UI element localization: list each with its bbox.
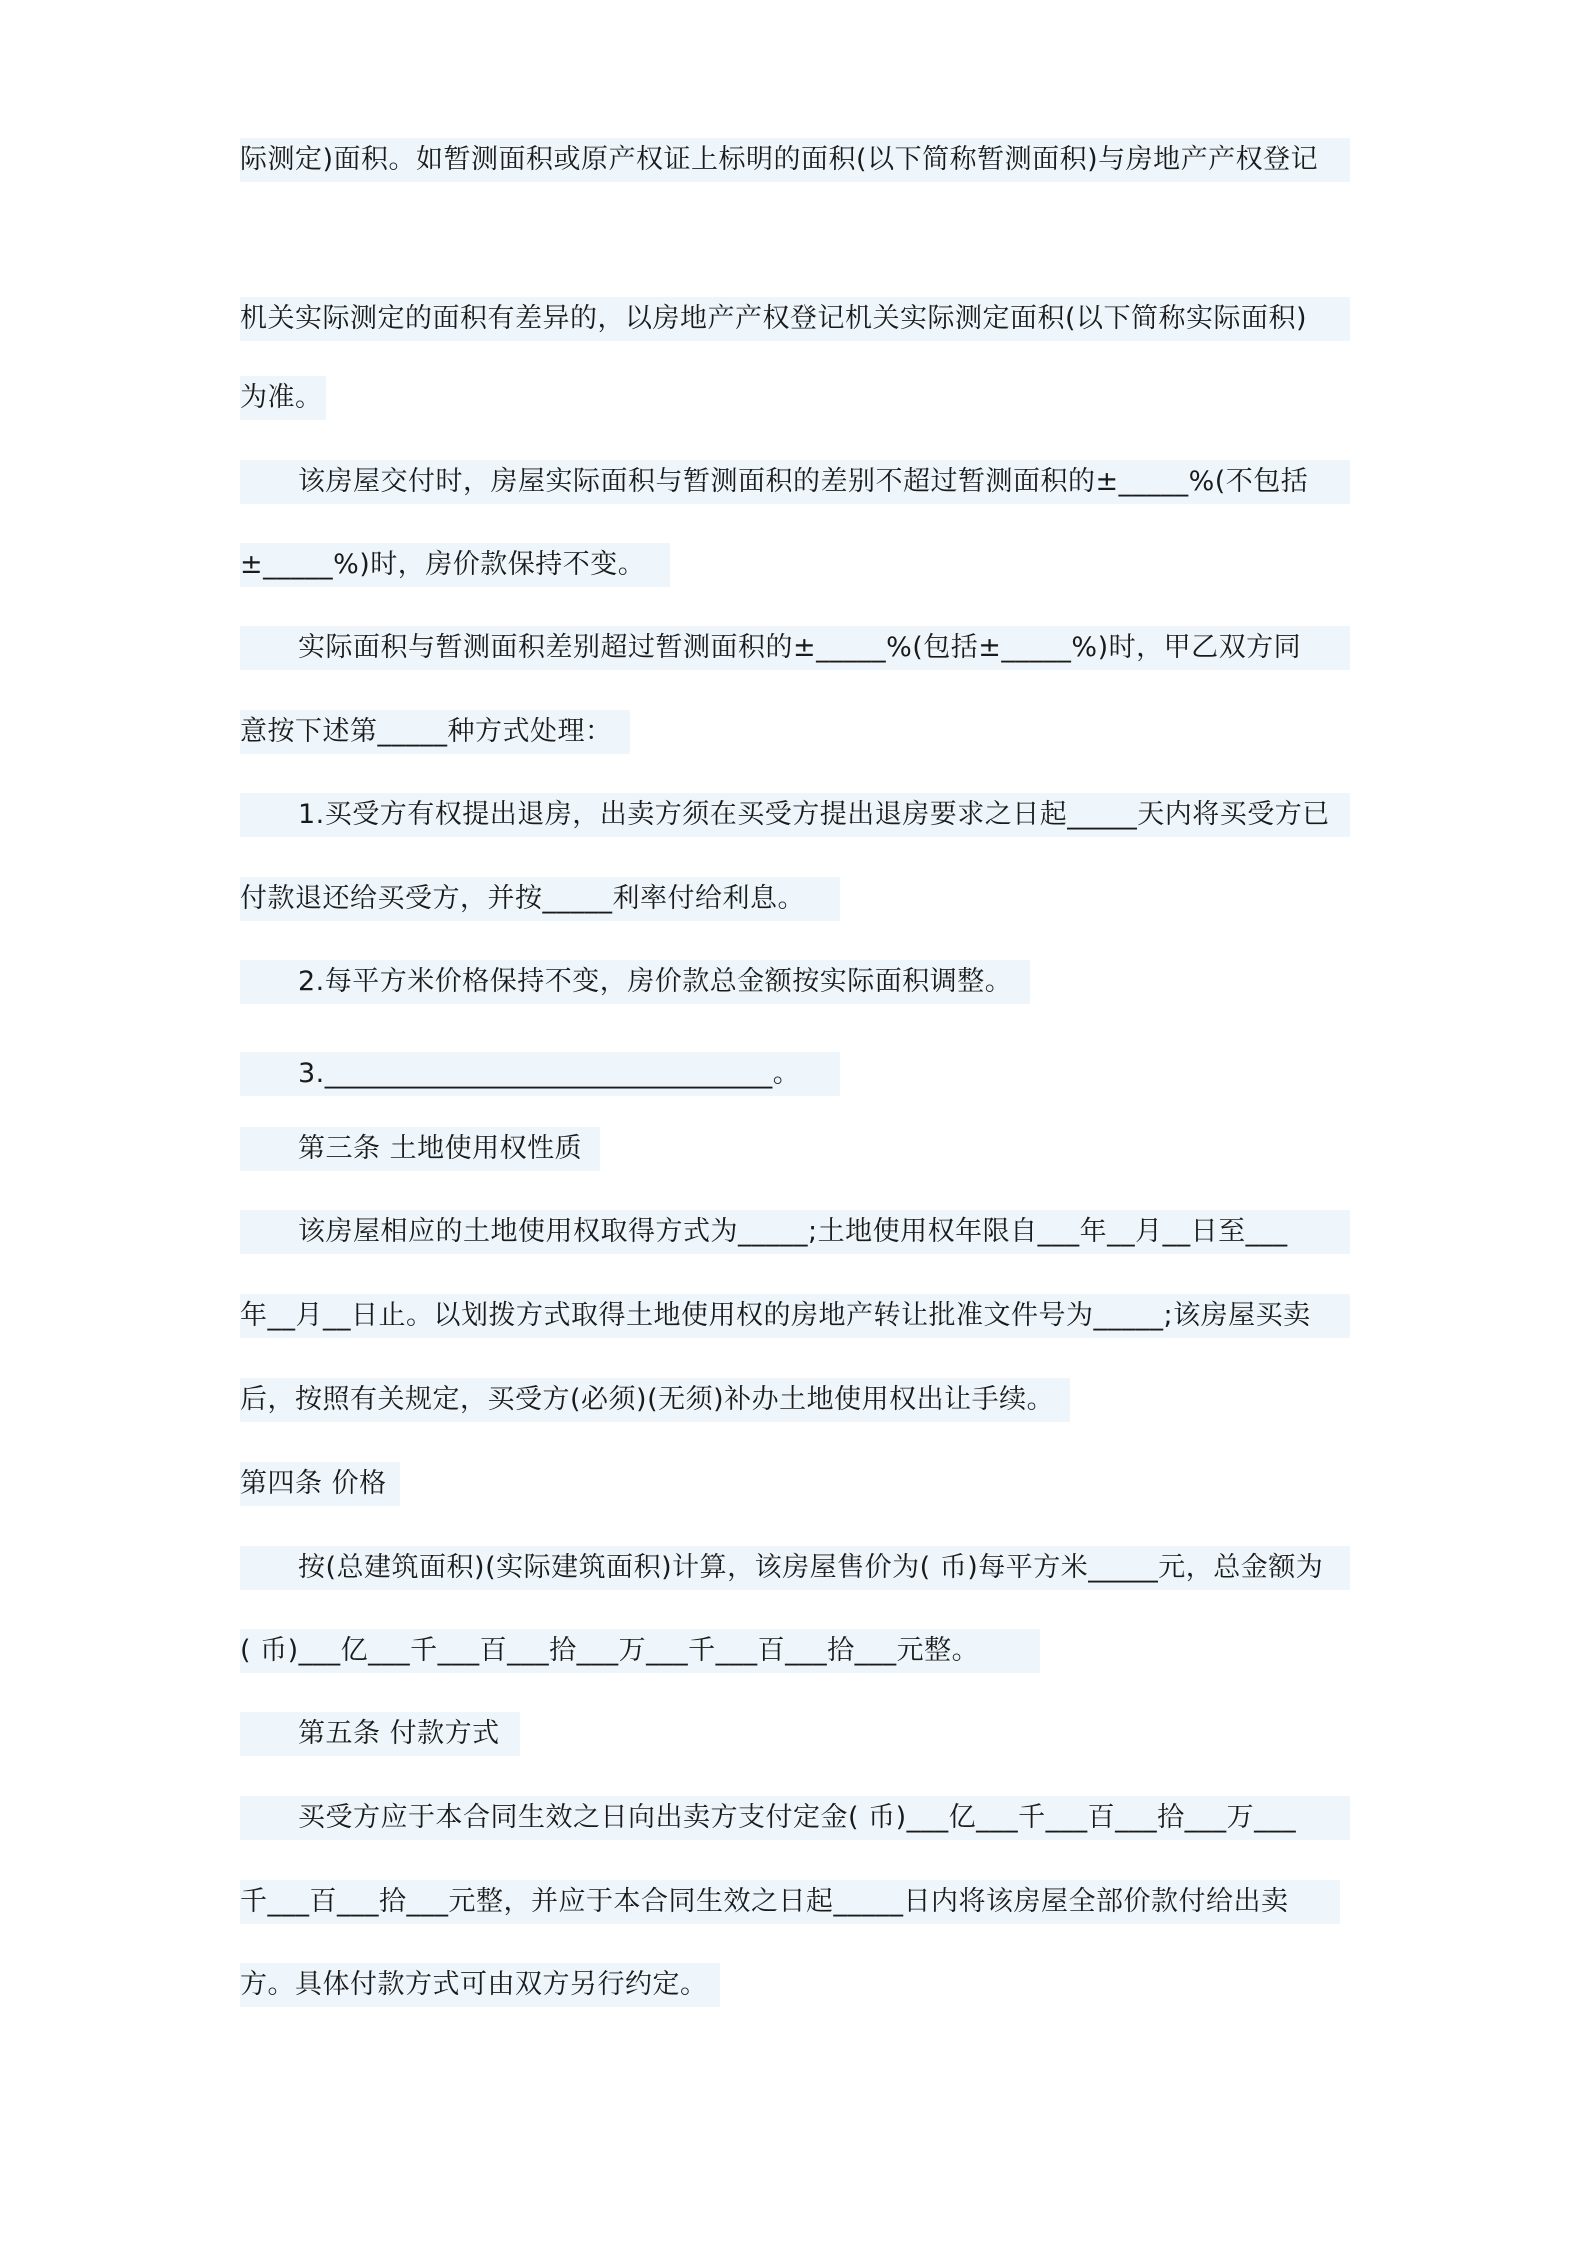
section-heading: 第四条 价格: [240, 1462, 400, 1506]
paragraph-line: 3.________________________________。: [240, 1052, 840, 1096]
paragraph-line: 实际面积与暂测面积差别超过暂测面积的±_____%(包括±_____%)时，甲乙双方同: [240, 626, 1350, 670]
section-heading: 第五条 付款方式: [240, 1712, 520, 1756]
paragraph-line: 该房屋交付时，房屋实际面积与暂测面积的差别不超过暂测面积的±_____%(不包括: [240, 460, 1350, 504]
paragraph-line: 买受方应于本合同生效之日向出卖方支付定金( 币)___亿___千___百___拾___万___: [240, 1796, 1350, 1840]
paragraph-line: 后，按照有关规定，买受方(必须)(无须)补办土地使用权出让手续。: [240, 1378, 1070, 1422]
section-heading: 第三条 土地使用权性质: [240, 1127, 600, 1171]
paragraph-line: ±_____%)时，房价款保持不变。: [240, 543, 670, 587]
paragraph-line: 为准。: [240, 376, 326, 420]
paragraph-line: 1.买受方有权提出退房，出卖方须在买受方提出退房要求之日起_____天内将买受方已: [240, 793, 1350, 837]
paragraph-line: ( 币)___亿___千___百___拾___万___千___百___拾___元整。: [240, 1629, 1040, 1673]
paragraph-line: 际测定)面积。如暂测面积或原产权证上标明的面积(以下简称暂测面积)与房地产产权登记: [240, 138, 1350, 182]
paragraph-line: 千___百___拾___元整，并应于本合同生效之日起_____日内将该房屋全部价款付给出卖: [240, 1880, 1340, 1924]
paragraph-line: 方。具体付款方式可由双方另行约定。: [240, 1963, 720, 2007]
paragraph-line: 机关实际测定的面积有差异的，以房地产产权登记机关实际测定面积(以下简称实际面积): [240, 297, 1350, 341]
paragraph-line: 2.每平方米价格保持不变，房价款总金额按实际面积调整。: [240, 960, 1030, 1004]
paragraph-line: 年__月__日止。以划拨方式取得土地使用权的房地产转让批准文件号为_____;该房屋买卖: [240, 1294, 1350, 1338]
paragraph-line: 该房屋相应的土地使用权取得方式为_____;土地使用权年限自___年__月__日至___: [240, 1210, 1350, 1254]
paragraph-line: 意按下述第_____种方式处理：: [240, 710, 630, 754]
paragraph-line: 付款退还给买受方，并按_____利率付给利息。: [240, 877, 840, 921]
paragraph-line: 按(总建筑面积)(实际建筑面积)计算，该房屋售价为( 币)每平方米_____元，总金额为: [240, 1546, 1350, 1590]
